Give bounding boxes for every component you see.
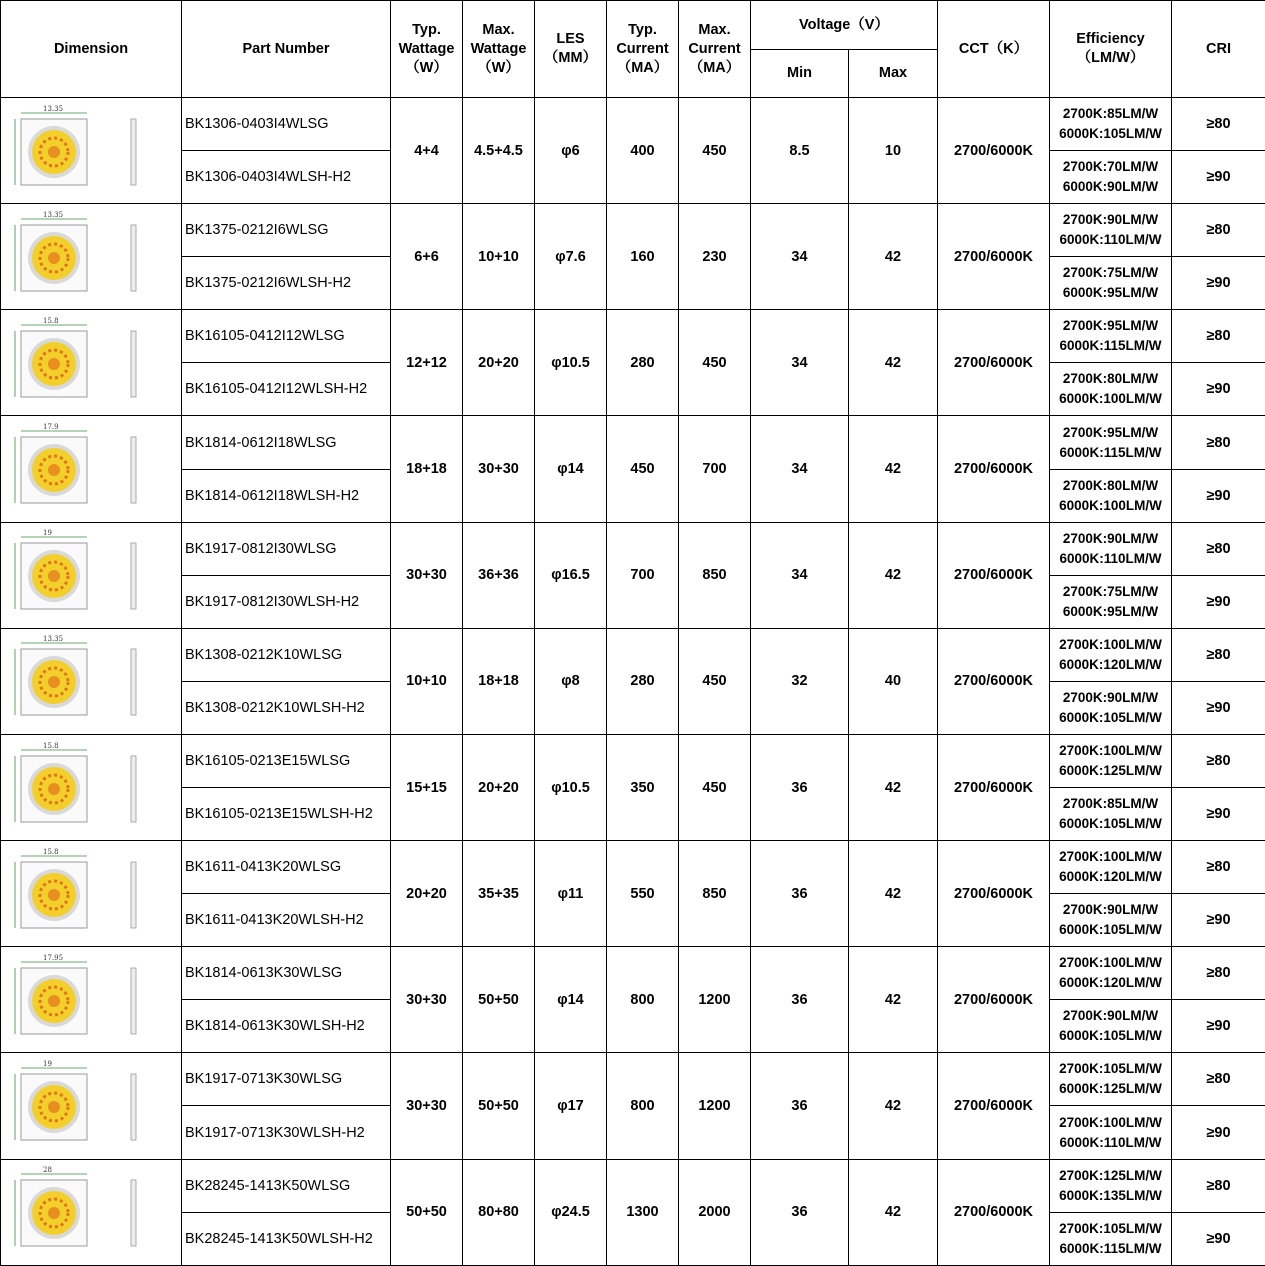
efficiency: [1050, 1000, 1172, 1053]
header-part-number: Part Number: [182, 1, 391, 98]
header-max-wattage: [463, 1, 535, 98]
cri: ≥90: [1172, 575, 1265, 628]
dimension-cell: [1, 947, 182, 1053]
typ-wattage: 30+30: [391, 947, 463, 1053]
cct: 2700/6000K: [938, 1159, 1050, 1265]
efficiency: [1050, 1053, 1172, 1106]
typ-wattage: 50+50: [391, 1159, 463, 1265]
max-current: 700: [679, 416, 751, 522]
typ-current: 280: [607, 628, 679, 734]
dimension-label: 15.8: [43, 847, 59, 856]
efficiency-line: 2700K:100LM/W: [1059, 742, 1162, 758]
header-typ-current-line: Current: [616, 40, 669, 57]
cct: 2700/6000K: [938, 204, 1050, 310]
cri: ≥90: [1172, 894, 1265, 947]
typ-current: 550: [607, 841, 679, 947]
part-number: BK16105-0412I12WLSH-H2: [182, 363, 391, 416]
header-typ-current-line: Typ.: [628, 21, 657, 38]
part-number: BK1814-0613K30WLSG: [182, 947, 391, 1000]
header-cri: CRI: [1172, 1, 1265, 98]
dimension-drawing: [3, 527, 179, 623]
efficiency-line: 2700K:75LM/W: [1062, 265, 1159, 281]
dimension-drawing: [3, 846, 179, 942]
efficiency-line: 2700K:100LM/W: [1059, 1114, 1162, 1130]
cob-chip-center: [48, 676, 60, 688]
part-number: BK1375-0212I6WLSG: [182, 204, 391, 257]
dimension-drawing: [3, 952, 179, 1048]
max-wattage: 80+80: [463, 1159, 535, 1265]
efficiency-line: 2700K:125LM/W: [1059, 1167, 1162, 1183]
max-current: 450: [679, 98, 751, 204]
typ-current: 800: [607, 947, 679, 1053]
cri: ≥80: [1172, 841, 1265, 894]
cob-chip-center: [48, 995, 60, 1007]
cob-chip-center: [48, 252, 60, 264]
typ-current: 450: [607, 416, 679, 522]
efficiency: [1050, 416, 1172, 469]
cri: ≥80: [1172, 204, 1265, 257]
dimension-drawing: [3, 209, 179, 305]
voltage-min: 36: [751, 841, 849, 947]
typ-wattage: 10+10: [391, 628, 463, 734]
max-current: 450: [679, 628, 751, 734]
voltage-min: 34: [751, 204, 849, 310]
dimension-label: 17.9: [43, 423, 59, 432]
max-current: 450: [679, 734, 751, 840]
table-row: [1, 522, 1265, 575]
efficiency-line: 6000K:135LM/W: [1059, 1187, 1162, 1203]
cri: ≥80: [1172, 628, 1265, 681]
cob-chip-center: [48, 146, 60, 158]
typ-current: 280: [607, 310, 679, 416]
cri: ≥80: [1172, 522, 1265, 575]
les: φ11: [535, 841, 607, 947]
part-number: BK1375-0212I6WLSH-H2: [182, 257, 391, 310]
part-number: BK1917-0713K30WLSG: [182, 1053, 391, 1106]
header-max-current-line: Max.: [698, 21, 731, 38]
efficiency-line: 2700K:100LM/W: [1059, 636, 1162, 652]
dimension-cell: [1, 416, 182, 522]
efficiency-line: 6000K:100LM/W: [1059, 497, 1162, 513]
efficiency-line: 6000K:105LM/W: [1059, 922, 1162, 938]
dimension-cell: [1, 204, 182, 310]
efficiency-line: 2700K:90LM/W: [1062, 212, 1159, 228]
voltage-max: 42: [849, 734, 938, 840]
voltage-max: 10: [849, 98, 938, 204]
side-profile: [131, 331, 136, 397]
header-efficiency: [1050, 1, 1172, 98]
header-les-line: （MM）: [543, 50, 598, 66]
efficiency-line: 6000K:125LM/W: [1059, 1081, 1162, 1097]
les: φ14: [535, 947, 607, 1053]
typ-wattage: 30+30: [391, 1053, 463, 1159]
cri: ≥90: [1172, 151, 1265, 204]
typ-wattage: 12+12: [391, 310, 463, 416]
efficiency-line: 2700K:85LM/W: [1062, 106, 1159, 122]
cri: ≥90: [1172, 1000, 1265, 1053]
part-number: BK1814-0612I18WLSG: [182, 416, 391, 469]
voltage-min: 8.5: [751, 98, 849, 204]
dimension-cell: [1, 628, 182, 734]
dimension-drawing: [3, 103, 179, 199]
part-number: BK16105-0412I12WLSG: [182, 310, 391, 363]
efficiency-line: 6000K:110LM/W: [1059, 550, 1162, 566]
cct: 2700/6000K: [938, 734, 1050, 840]
les: φ24.5: [535, 1159, 607, 1265]
dimension-cell: [1, 1159, 182, 1265]
dimension-cell: [1, 310, 182, 416]
max-wattage: 30+30: [463, 416, 535, 522]
header-max-wattage-line: （W）: [477, 59, 520, 76]
cct: 2700/6000K: [938, 98, 1050, 204]
part-number: BK16105-0213E15WLSG: [182, 734, 391, 787]
table-row: [1, 1053, 1265, 1106]
part-number: BK1917-0812I30WLSG: [182, 522, 391, 575]
max-current: 850: [679, 841, 751, 947]
voltage-min: 36: [751, 734, 849, 840]
efficiency-line: 2700K:90LM/W: [1062, 689, 1159, 705]
efficiency: [1050, 575, 1172, 628]
voltage-max: 42: [849, 416, 938, 522]
spec-table-body: [1, 98, 1265, 1266]
typ-wattage: 4+4: [391, 98, 463, 204]
dimension-drawing: [3, 1164, 179, 1260]
efficiency: [1050, 363, 1172, 416]
les: φ7.6: [535, 204, 607, 310]
part-number: BK1814-0613K30WLSH-H2: [182, 1000, 391, 1053]
cri: ≥90: [1172, 469, 1265, 522]
max-wattage: 50+50: [463, 1053, 535, 1159]
efficiency: [1050, 947, 1172, 1000]
max-wattage: 10+10: [463, 204, 535, 310]
efficiency: [1050, 894, 1172, 947]
typ-wattage: 20+20: [391, 841, 463, 947]
dimension-label: 13.35: [43, 104, 64, 113]
cct: 2700/6000K: [938, 522, 1050, 628]
voltage-min: 34: [751, 310, 849, 416]
dimension-cell: [1, 734, 182, 840]
max-wattage: 4.5+4.5: [463, 98, 535, 204]
efficiency-line: 2700K:90LM/W: [1062, 530, 1159, 546]
efficiency-line: 2700K:95LM/W: [1062, 318, 1159, 334]
efficiency: [1050, 98, 1172, 151]
header-typ-wattage-line: Typ.: [412, 21, 441, 38]
efficiency-line: 6000K:95LM/W: [1062, 603, 1159, 619]
efficiency: [1050, 1159, 1172, 1212]
part-number: BK1917-0812I30WLSH-H2: [182, 575, 391, 628]
efficiency: [1050, 628, 1172, 681]
cob-chip-center: [48, 1101, 60, 1113]
table-row: [1, 841, 1265, 894]
dimension-label: 19: [43, 529, 52, 538]
part-number: BK1306-0403I4WLSH-H2: [182, 151, 391, 204]
cob-chip-center: [48, 464, 60, 476]
header-les-line: LES: [556, 31, 585, 47]
efficiency: [1050, 151, 1172, 204]
header-typ-wattage-line: （W）: [405, 59, 448, 76]
max-current: 1200: [679, 1053, 751, 1159]
les: φ17: [535, 1053, 607, 1159]
cri: ≥90: [1172, 363, 1265, 416]
cob-chip-center: [48, 889, 60, 901]
max-wattage: 18+18: [463, 628, 535, 734]
efficiency: [1050, 841, 1172, 894]
cri: ≥80: [1172, 416, 1265, 469]
dimension-label: 17.95: [43, 953, 64, 962]
efficiency-line: 6000K:110LM/W: [1059, 232, 1162, 248]
max-current: 2000: [679, 1159, 751, 1265]
les: φ14: [535, 416, 607, 522]
header-cct: CCT（K）: [938, 1, 1050, 98]
voltage-min: 32: [751, 628, 849, 734]
efficiency-line: 2700K:95LM/W: [1062, 424, 1159, 440]
max-wattage: 36+36: [463, 522, 535, 628]
efficiency-line: 2700K:105LM/W: [1059, 1061, 1162, 1077]
dimension-drawing: [3, 315, 179, 411]
efficiency: [1050, 204, 1172, 257]
dimension-label: 19: [43, 1059, 52, 1068]
part-number: BK1308-0212K10WLSG: [182, 628, 391, 681]
efficiency-line: 2700K:90LM/W: [1062, 902, 1159, 918]
max-wattage: 20+20: [463, 310, 535, 416]
cri: ≥90: [1172, 681, 1265, 734]
voltage-max: 42: [849, 841, 938, 947]
cct: 2700/6000K: [938, 628, 1050, 734]
part-number: BK1814-0612I18WLSH-H2: [182, 469, 391, 522]
typ-current: 700: [607, 522, 679, 628]
part-number: BK1308-0212K10WLSH-H2: [182, 681, 391, 734]
efficiency-line: 2700K:70LM/W: [1062, 159, 1159, 175]
les: φ10.5: [535, 310, 607, 416]
typ-current: 160: [607, 204, 679, 310]
header-max-current-line: Current: [688, 40, 741, 57]
voltage-max: 42: [849, 947, 938, 1053]
efficiency-line: 2700K:105LM/W: [1059, 1220, 1162, 1236]
efficiency-line: 2700K:80LM/W: [1062, 371, 1159, 387]
part-number: BK1917-0713K30WLSH-H2: [182, 1106, 391, 1159]
header-voltage-max: Max: [849, 50, 938, 98]
part-number: BK28245-1413K50WLSH-H2: [182, 1212, 391, 1265]
table-row: [1, 204, 1265, 257]
dimension-label: 13.35: [43, 635, 64, 644]
les: φ6: [535, 98, 607, 204]
header-les: [535, 1, 607, 98]
header-typ-current-line: （MA）: [616, 59, 669, 76]
side-profile: [131, 968, 136, 1034]
dimension-cell: [1, 522, 182, 628]
max-current: 230: [679, 204, 751, 310]
header-max-current: [679, 1, 751, 98]
side-profile: [131, 119, 136, 185]
efficiency-line: 2700K:80LM/W: [1062, 477, 1159, 493]
efficiency: [1050, 1106, 1172, 1159]
typ-wattage: 6+6: [391, 204, 463, 310]
typ-current: 350: [607, 734, 679, 840]
header-typ-wattage: [391, 1, 463, 98]
voltage-min: 36: [751, 1053, 849, 1159]
dimension-label: 28: [43, 1166, 52, 1175]
efficiency: [1050, 734, 1172, 787]
table-row: [1, 416, 1265, 469]
efficiency: [1050, 1212, 1172, 1265]
efficiency: [1050, 681, 1172, 734]
cct: 2700/6000K: [938, 947, 1050, 1053]
cri: ≥80: [1172, 98, 1265, 151]
max-wattage: 35+35: [463, 841, 535, 947]
header-voltage: Voltage（V）: [751, 1, 938, 50]
efficiency-line: 6000K:110LM/W: [1059, 1134, 1162, 1150]
dimension-label: 15.8: [43, 316, 59, 325]
les: φ8: [535, 628, 607, 734]
efficiency-line: 2700K:100LM/W: [1059, 955, 1162, 971]
side-profile: [131, 437, 136, 503]
header-efficiency-line: Efficiency: [1076, 31, 1145, 47]
max-wattage: 50+50: [463, 947, 535, 1053]
cri: ≥80: [1172, 734, 1265, 787]
voltage-max: 42: [849, 204, 938, 310]
efficiency: [1050, 788, 1172, 841]
voltage-max: 42: [849, 522, 938, 628]
voltage-min: 34: [751, 522, 849, 628]
side-profile: [131, 543, 136, 609]
efficiency-line: 2700K:75LM/W: [1062, 583, 1159, 599]
dimension-cell: [1, 98, 182, 204]
table-row: [1, 310, 1265, 363]
efficiency-line: 6000K:90LM/W: [1062, 179, 1159, 195]
cob-chip-center: [48, 570, 60, 582]
efficiency: [1050, 310, 1172, 363]
part-number: BK1611-0413K20WLSH-H2: [182, 894, 391, 947]
efficiency-line: 6000K:115LM/W: [1059, 1240, 1162, 1256]
side-profile: [131, 1180, 136, 1246]
cct: 2700/6000K: [938, 841, 1050, 947]
voltage-min: 34: [751, 416, 849, 522]
side-profile: [131, 1074, 136, 1140]
cob-chip-center: [48, 1207, 60, 1219]
cob-chip-center: [48, 783, 60, 795]
dimension-label: 15.8: [43, 741, 59, 750]
header-max-current-line: （MA）: [688, 59, 741, 76]
part-number: BK1306-0403I4WLSG: [182, 98, 391, 151]
max-wattage: 20+20: [463, 734, 535, 840]
dimension-cell: [1, 1053, 182, 1159]
voltage-max: 42: [849, 310, 938, 416]
typ-current: 800: [607, 1053, 679, 1159]
table-row: [1, 1159, 1265, 1212]
efficiency-line: 6000K:115LM/W: [1059, 444, 1162, 460]
dimension-cell: [1, 841, 182, 947]
voltage-max: 40: [849, 628, 938, 734]
efficiency: [1050, 522, 1172, 575]
cct: 2700/6000K: [938, 1053, 1050, 1159]
part-number: BK16105-0213E15WLSH-H2: [182, 788, 391, 841]
max-current: 850: [679, 522, 751, 628]
cri: ≥80: [1172, 1053, 1265, 1106]
dimension-drawing: [3, 1058, 179, 1154]
side-profile: [131, 225, 136, 291]
part-number: BK28245-1413K50WLSG: [182, 1159, 391, 1212]
side-profile: [131, 862, 136, 928]
header-typ-wattage-line: Wattage: [398, 40, 455, 57]
efficiency-line: 2700K:90LM/W: [1062, 1008, 1159, 1024]
table-row: [1, 628, 1265, 681]
efficiency-line: 6000K:120LM/W: [1059, 975, 1162, 991]
dimension-drawing: [3, 421, 179, 517]
efficiency-line: 6000K:105LM/W: [1059, 1028, 1162, 1044]
typ-current: 400: [607, 98, 679, 204]
header-dimension: Dimension: [1, 1, 182, 98]
header-max-wattage-line: Wattage: [470, 40, 527, 57]
efficiency-line: 6000K:95LM/W: [1062, 285, 1159, 301]
cri: ≥80: [1172, 310, 1265, 363]
cri: ≥90: [1172, 257, 1265, 310]
header-efficiency-line: （LM/W）: [1076, 50, 1145, 66]
header-max-wattage-line: Max.: [482, 21, 515, 38]
header-voltage-min: Min: [751, 50, 849, 98]
typ-current: 1300: [607, 1159, 679, 1265]
max-current: 1200: [679, 947, 751, 1053]
typ-wattage: 15+15: [391, 734, 463, 840]
cct: 2700/6000K: [938, 310, 1050, 416]
cri: ≥80: [1172, 1159, 1265, 1212]
header-typ-current: [607, 1, 679, 98]
dimension-drawing: [3, 740, 179, 836]
typ-wattage: 30+30: [391, 522, 463, 628]
cri: ≥90: [1172, 1212, 1265, 1265]
table-row: [1, 947, 1265, 1000]
side-profile: [131, 649, 136, 715]
part-number: BK1611-0413K20WLSG: [182, 841, 391, 894]
efficiency-line: 2700K:85LM/W: [1062, 796, 1159, 812]
efficiency-line: 6000K:120LM/W: [1059, 869, 1162, 885]
cri: ≥80: [1172, 947, 1265, 1000]
efficiency-line: 6000K:120LM/W: [1059, 656, 1162, 672]
cri: ≥90: [1172, 788, 1265, 841]
cri: ≥90: [1172, 1106, 1265, 1159]
efficiency-line: 6000K:115LM/W: [1059, 338, 1162, 354]
efficiency: [1050, 257, 1172, 310]
typ-wattage: 18+18: [391, 416, 463, 522]
efficiency-line: 6000K:105LM/W: [1059, 816, 1162, 832]
table-row: [1, 734, 1265, 787]
max-current: 450: [679, 310, 751, 416]
voltage-min: 36: [751, 947, 849, 1053]
les: φ16.5: [535, 522, 607, 628]
cob-chip-center: [48, 358, 60, 370]
side-profile: [131, 756, 136, 822]
les: φ10.5: [535, 734, 607, 840]
voltage-max: 42: [849, 1053, 938, 1159]
efficiency-line: 6000K:105LM/W: [1059, 709, 1162, 725]
voltage-min: 36: [751, 1159, 849, 1265]
efficiency-line: 2700K:100LM/W: [1059, 849, 1162, 865]
efficiency: [1050, 469, 1172, 522]
voltage-max: 42: [849, 1159, 938, 1265]
dimension-drawing: [3, 633, 179, 729]
efficiency-line: 6000K:100LM/W: [1059, 391, 1162, 407]
dimension-label: 13.35: [43, 210, 64, 219]
table-row: [1, 98, 1265, 151]
cct: 2700/6000K: [938, 416, 1050, 522]
efficiency-line: 6000K:105LM/W: [1059, 126, 1162, 142]
efficiency-line: 6000K:125LM/W: [1059, 762, 1162, 778]
